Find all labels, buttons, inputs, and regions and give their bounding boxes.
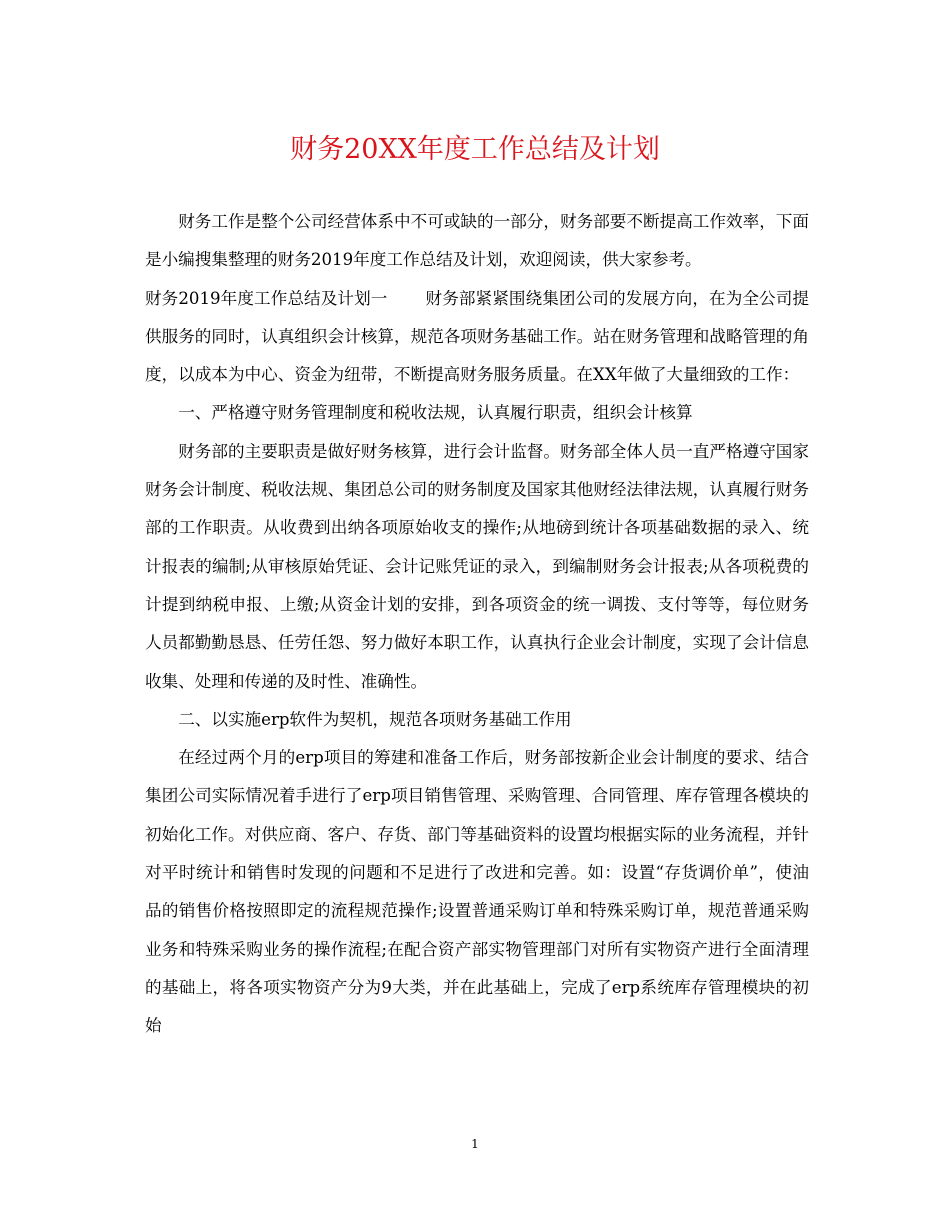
paragraph-two: 在经过两个月的erp项目的筹建和准备工作后，财务部按新企业会计制度的要求、结合集团公司实际情况着手进行了erp项目销售管理、采购管理、合同管理、库存管理各模块的初始化工作。对供应商、客户、存货、部门等基础资料的设置均根据实际的业务流程，并针对平时统计和销售时发现的问题和不足进行了改进和完善。如：设置“存货调价单”，使油品的销售价格按照即定的流程规范操作;设置普通采购订单和特殊采购订单，规范普通采购业务和特殊采购业务的操作流程;在配合资产部实物管理部门对所有实物资产进行全面清理的基础上，将各项实物资产分为9大类，并在此基础上，完成了erp系统库存管理模块的初始	[145, 748, 809, 1036]
page-number: 1	[471, 1137, 479, 1151]
heading-two: 二、以实施erp软件为契机，规范各项财务基础工作用	[178, 709, 572, 729]
section-one-paragraph	[145, 280, 809, 395]
section-one-heading: 财务2019年度工作总结及计划一	[145, 288, 388, 308]
section-one-lead: 财务部紧紧围绕集团公司的发展方向，在为全公司提供服务的同时，认真组织会计核算，规范各项财务基础工作。站在财务管理和战略管理的角度，以成本为中心、资金为纽带，不断提高财务服务质量。在XX年做了大量细致的工作：	[145, 288, 809, 385]
heading-one: 一、严格遵守财务管理制度和税收法规，认真履行职责，组织会计核算	[178, 403, 693, 423]
intro-paragraph: 财务工作是整个公司经营体系中不可或缺的一部分，财务部要不断提高工作效率，下面是小编搜集整理的财务2019年度工作总结及计划，欢迎阅读，供大家参考。	[145, 212, 809, 270]
paragraph-one: 财务部的主要职责是做好财务核算，进行会计监督。财务部全体人员一直严格遵守国家财务会计制度、税收法规、集团总公司的财务制度及国家其他财经法律法规，认真履行财务部的工作职责。从收费到出纳各项原始收支的操作;从地磅到统计各项基础数据的录入、统计报表的编制;从审核原始凭证、会计记账凭证的录入，到编制财务会计报表;从各项税费的计提到纳税申报、上缴;从资金计划的安排，到各项资金的统一调拨、支付等等，每位财务人员都勤勤恳恳、任劳任怨、努力做好本职工作，认真执行企业会计制度，实现了会计信息收集、处理和传递的及时性、准确性。	[145, 441, 809, 691]
document-body	[145, 203, 809, 1046]
document-title: 财务20XX年度工作总结及计划	[290, 134, 660, 165]
